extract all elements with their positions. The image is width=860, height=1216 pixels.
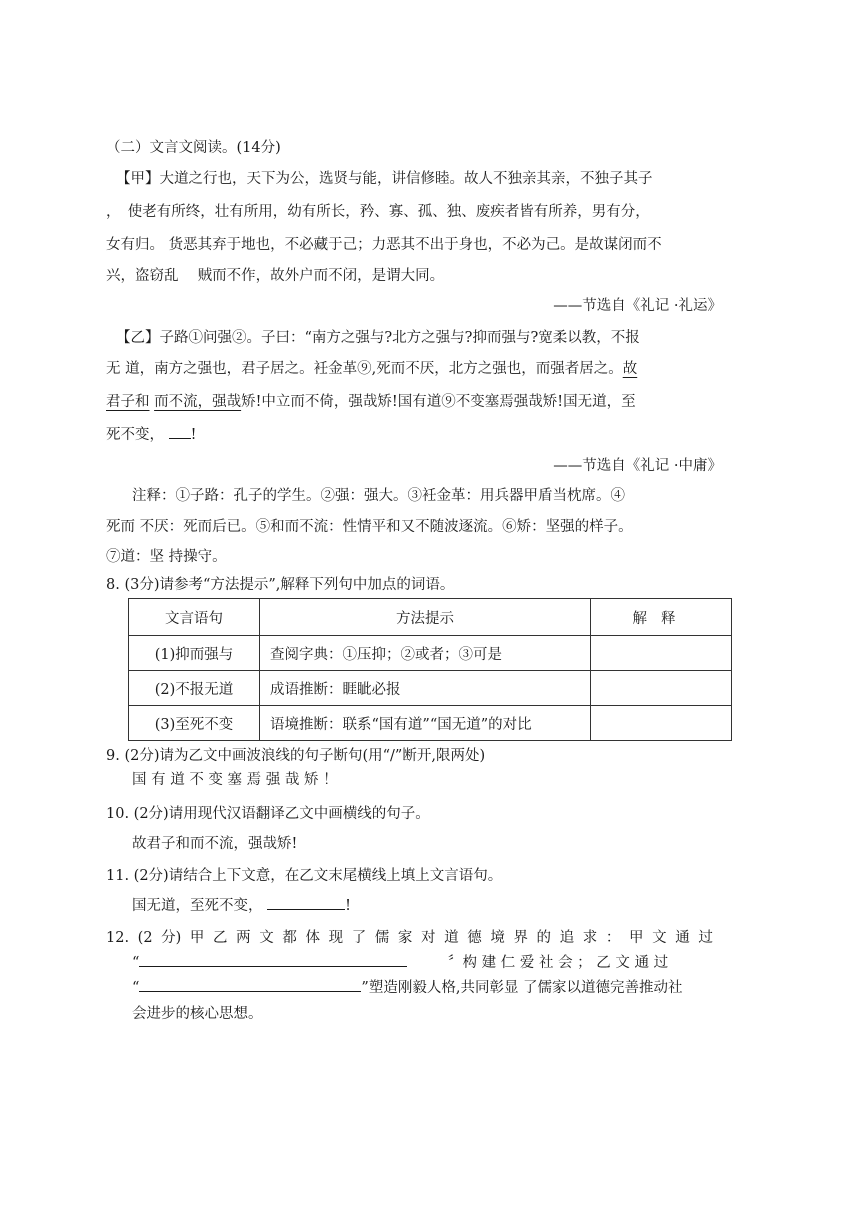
table-row: [129, 636, 732, 671]
q11-line: [132, 894, 351, 915]
q12-blank-2[interactable]: [139, 977, 361, 992]
header-explanation: 解释: [591, 599, 732, 636]
table-row: [129, 706, 732, 741]
q12-line-1: 12. (2 分) 甲 乙 两 文 都 体 现 了 儒 家 对 道 德 境 界 的 追 求 ： 甲 文 通 过: [106, 930, 713, 946]
yi-underlined-start: 故: [622, 361, 638, 377]
q12-line-2-text: 〞构 建 仁 爱 社 会 ； 乙 文 通 过: [448, 955, 669, 971]
row-sentence: (3)至死不变: [129, 706, 260, 741]
q9-prompt: 9. (2分)请为乙文中画波浪线的句子断句(用“/”断开,限两处): [106, 748, 486, 764]
row-answer-cell[interactable]: [591, 636, 732, 671]
header-sentence: 文言语句: [129, 599, 260, 636]
yi-end-blank[interactable]: [169, 424, 191, 439]
section-title: （二）文言文阅读。(14分): [106, 140, 281, 156]
q12-open-quote-2: “: [132, 980, 140, 996]
jia-line-4: 兴，盗窃乱 贼而不作，故外户而不闭，是谓大同。: [106, 268, 445, 284]
q8-prompt: 8. (3分)请参考“方法提示”,解释下列句中加点的词语。: [106, 577, 455, 593]
method-table: [128, 598, 732, 741]
q12-line-2: [132, 951, 668, 972]
yi-line-4-text: 死不变，: [106, 427, 164, 443]
note-line-3: ⑦道：坚 持操守。: [106, 549, 227, 565]
q11-text: 国无道，至死不变，: [132, 898, 263, 914]
q10-sentence: 故君子和而不流，强哉矫!: [132, 836, 298, 852]
q12-line-3-text: ”塑造刚毅人格,共同彰显 了儒家以道德完善推动社: [361, 980, 683, 996]
row-method: 语境推断：联系“国有道”“国无道”的对比: [260, 706, 591, 741]
row-sentence: (2)不报无道: [129, 671, 260, 706]
jia-line-1: 【甲】大道之行也，天下为公，选贤与能，讲信修睦。故人不独亲其亲，不独子其子: [116, 171, 653, 187]
row-answer-cell[interactable]: [591, 706, 732, 741]
q11-prompt: 11. (2分)请结合上下文意，在乙文末尾横线上填上文言语句。: [106, 868, 503, 884]
q9-sentence: 国 有 道 不 变 塞 焉 强 哉 矫 ！: [132, 772, 338, 788]
yi-line-4-end: !: [190, 427, 197, 443]
yi-line-2-text: 无 道，南方之强也，君子居之。衽金革⑨,死而不厌，北方之强也，而强者居之。: [106, 361, 623, 377]
jia-source: ——节选自《礼记 ·礼运》: [553, 298, 722, 314]
yi-underlined-a: 君子和: [106, 394, 150, 410]
q12-blank-1[interactable]: [139, 952, 407, 967]
row-method: 查阅字典：①压抑；②或者；③可是: [260, 636, 591, 671]
row-answer-cell[interactable]: [591, 671, 732, 706]
row-method: 成语推断：睚眦必报: [260, 671, 591, 706]
table-row: [129, 671, 732, 706]
yi-line-1: 【乙】子路①问强②。子曰：“南方之强与?北方之强与?抑而强与?宽柔以教，不报: [116, 330, 640, 346]
jia-line-3: 女有归。 货恶其弃于地也，不必藏于己；力恶其不出于身也，不必为己。是故谋闭而不: [106, 237, 662, 253]
q12-line-4: 会进步的核心思想。: [132, 1006, 263, 1022]
yi-line-3-rest: 矫!中立而不倚，强哉矫!国有道⑨不变塞焉强哉矫!国无道，至: [241, 394, 636, 410]
q12-open-quote-1: “: [132, 955, 140, 971]
yi-line-3: [106, 390, 636, 411]
q11-end: !: [345, 898, 351, 914]
note-line-1: 注释：①子路：孔子的学生。②强：强大。③衽金革：用兵器甲盾当枕席。④: [132, 488, 625, 504]
q10-prompt: 10. (2分)请用现代汉语翻译乙文中画横线的句子。: [106, 806, 430, 822]
jia-line-2: ， 使老有所终，壮有所用，幼有所长，矜、寡、孤、独、废疾者皆有所养，男有分，: [106, 204, 650, 220]
yi-line-2: [106, 357, 637, 378]
header-method: 方法提示: [260, 599, 591, 636]
yi-source: ——节选自《礼记 ·中庸》: [553, 458, 722, 474]
row-sentence: (1)抑而强与: [129, 636, 260, 671]
yi-line-4: [106, 423, 196, 444]
q12-line-3: [132, 976, 683, 997]
note-line-2: 死而 不厌：死而后已。⑤和而不流：性情平和又不随波逐流。⑥矫：坚强的样子。: [106, 519, 633, 535]
table-header-row: [129, 599, 732, 636]
q11-answer-blank[interactable]: [267, 895, 345, 910]
yi-underlined-b: 而不流，强哉: [154, 394, 242, 410]
